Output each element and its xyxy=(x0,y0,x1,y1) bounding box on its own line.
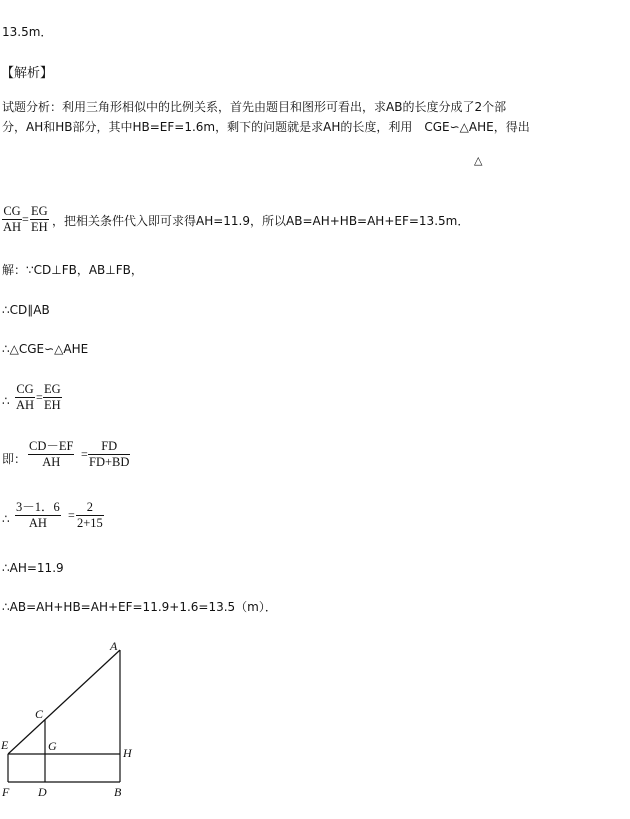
fraction-denominator: AH xyxy=(16,398,35,412)
analysis-line-2: 分，AH和HB部分，其中HB=EF=1.6m，剩下的问题就是求AH的长度，利用 CGE∽△AHE，得出 xyxy=(2,120,530,134)
solution-line-8: ∴AB=AH+HB=AH+EF=11.9+1.6=13.5（m）． xyxy=(2,600,277,614)
solution-line-2: ∴CD∥AB xyxy=(2,303,50,317)
fraction-numerator: CG xyxy=(16,382,34,396)
fraction-denominator: EH xyxy=(31,220,48,234)
solution-line-3: ∴△CGE∽△AHE xyxy=(2,342,89,356)
label-d: D xyxy=(38,785,47,799)
fraction-denominator: FD+BD xyxy=(89,455,130,469)
solution-fraction-numeric xyxy=(76,500,104,531)
equals-sign: = xyxy=(68,508,75,522)
analysis-line-1: 试题分析：利用三角形相似中的比例关系，首先由题目和图形可看出，求AB的长度分成了2个部 xyxy=(2,100,507,114)
solution-fraction-fd xyxy=(88,439,130,470)
analysis-heading: 【解析】 xyxy=(1,66,54,81)
label-h: H xyxy=(123,746,132,760)
namely-prefix: 即： xyxy=(2,452,27,466)
fraction-denominator: 2+15 xyxy=(77,516,103,530)
label-e: E xyxy=(1,738,9,752)
equals-sign: = xyxy=(36,390,43,404)
fraction-numerator: EG xyxy=(44,382,61,396)
fraction-numerator: 3－1．6 xyxy=(16,500,60,514)
fraction-numerator: 2 xyxy=(86,500,94,514)
fraction-denominator: AH xyxy=(3,220,22,234)
label-g: G xyxy=(48,739,57,753)
equals-sign: = xyxy=(81,447,88,461)
fraction-denominator: EH xyxy=(44,398,61,412)
solution-line-7: ∴AH=11.9 xyxy=(2,561,64,575)
solution-fraction-cdef-ah xyxy=(28,439,74,470)
top-answer: 13.5m． xyxy=(2,25,53,39)
solution-line-1: 解：∵CD⊥FB，AB⊥FB， xyxy=(2,263,143,277)
line-ea xyxy=(8,650,120,754)
analysis-fraction-cg-ah xyxy=(2,204,22,235)
label-f: F xyxy=(2,785,10,799)
triangle-mark: △ xyxy=(474,154,483,167)
therefore-symbol: ∴ xyxy=(2,512,10,526)
fraction-denominator: AH xyxy=(15,515,61,531)
fraction-numerator: CD－EF xyxy=(29,439,74,453)
fraction-denominator: AH xyxy=(28,454,74,470)
label-b: B xyxy=(114,785,122,799)
solution-fraction-eg-eh xyxy=(43,382,62,413)
fraction-numerator: FD xyxy=(101,439,118,453)
fraction-numerator: CG xyxy=(3,204,21,218)
label-a: A xyxy=(110,639,118,653)
fraction-numerator: EG xyxy=(31,204,48,218)
equals-sign: = xyxy=(22,212,29,226)
solution-fraction-numeric-ah xyxy=(15,500,61,531)
analysis-fraction-eg-eh xyxy=(30,204,49,235)
solution-fraction-cg-ah xyxy=(15,382,35,413)
analysis-line-3: ，把相关条件代入即可求得AH=11.9，所以AB=AH+HB=AH+EF=13.5m． xyxy=(52,214,470,228)
geometry-figure xyxy=(0,632,150,819)
therefore-symbol: ∴ xyxy=(2,394,10,408)
label-c: C xyxy=(35,707,44,721)
